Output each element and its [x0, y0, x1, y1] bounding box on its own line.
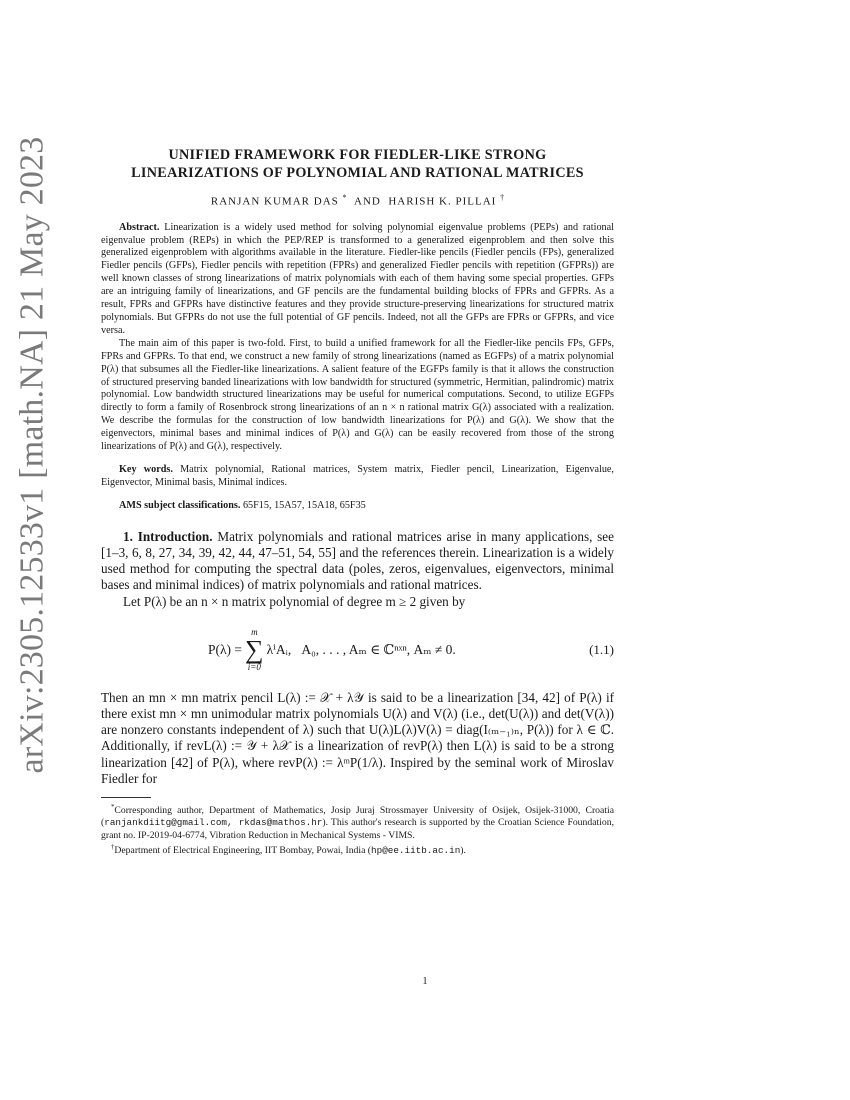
eq-coefficients: A₀, . . . , Aₘ ∈ ℂⁿˣⁿ, — [301, 641, 411, 657]
equation-number: (1.1) — [589, 641, 614, 657]
equation-1-1 — [101, 618, 614, 682]
footnote-divider — [101, 797, 151, 798]
ams-classifications — [101, 500, 614, 513]
footnote-2-mark: † — [111, 844, 115, 852]
page-number: 1 — [422, 976, 428, 987]
arxiv-id-text: arXiv:2305.12533v1 [math.NA] 21 May 2023 — [13, 136, 51, 774]
abstract — [101, 222, 614, 454]
equation-body — [208, 628, 456, 672]
author-line — [101, 193, 614, 208]
footnote-2-email[interactable]: hp@ee.iitb.ac.in — [371, 845, 461, 857]
footnote-1-text-b: ). This author's research is supported by the Croatian Science Foundation, grant no. IP-2019-04-6774, Vibration Reduction in Mechanical Systems - VIMS. — [101, 817, 614, 841]
sum-lower-limit: i=0 — [247, 661, 261, 672]
ams-label: AMS subject classifications. — [119, 499, 241, 511]
intro-paragraph-1 — [101, 529, 614, 594]
intro-text-1: Matrix polynomials and rational matrices arise in many applications, see [1–3, 6, 8, 27, 34, 39, 42, 44, 47–51, 54, 55] and the references therein. Linearization is a widely used method for computing the spectral data (poles, zeros, eigenvalues, eigenvectors, minimal bases and minimal indices) of matrix polynomials and rational matrices. — [101, 528, 615, 593]
key-words — [101, 464, 614, 490]
intro-paragraph-3: Then an mn × mn matrix pencil L(λ) := 𝒳 + λ𝒴 is said to be a linearization [34, 42] of P(λ) if there exist mn × mn unimodular matrix polynomials U(λ) and V(λ) (i.e., det(U(λ)) and det(V(λ)) are nonzero constants independent of λ) such that U(λ)L(λ)V(λ) = diag(I₍ₘ₋₁₎ₙ, P(λ)) for λ ∈ ℂ. Additionally, if revL(λ) := 𝒴 + λ𝒳 is a linearization of revP(λ) then L(λ) is said to be a strong linearization [42] of P(λ), where revP(λ) := λᵐP(1/λ). Inspired by the seminal work of Miroslav Fiedler for — [101, 689, 614, 786]
footnotes — [101, 802, 614, 858]
abstract-paragraph-1 — [101, 222, 614, 338]
title-line-1: UNIFIED FRAMEWORK FOR FIEDLER-LIKE STRONG — [168, 147, 547, 163]
intro-paragraph-2: Let P(λ) be an n × n matrix polynomial of degree m ≥ 2 given by — [123, 593, 466, 609]
arxiv-stamp — [2, 136, 62, 774]
author-2-mark: † — [500, 193, 505, 202]
summation-operator — [245, 628, 264, 672]
abstract-text-1: Linearization is a widely used method for solving polynomial eigenvalue problems (PEPs) and rational eigenvalue problem (REPs) in which the PEP/REP is transformed to a generalized eigenproblem and then solve this generalized eigenproblem with algorithms available in the literature. Fiedler-like pencils (Fiedler pencils (FPs), generalized Fiedler pencils (GFPs), Fiedler pencils with repetition (FPRs) and generalized Fiedler pencils with repetition (GFPRs)) are well known classes of strong linearizations of matrix polynomials with each of them having some special properties. GFPs are an intriguing family of linearizations, and GF pencils are the fundamental building blocks of FPRs and GFPRs. As a result, FPRs and GFPRs have distinctive features and they provide structure-preserving linearizations for structured matrix polynomials. But GFPRs do not use the full potential of GF pencils. Indeed, not all the GFPs are FPRs or GFPRs, and vice versa. — [101, 221, 615, 336]
eq-term: λⁱAᵢ, — [266, 641, 292, 657]
eq-condition: Aₘ ≠ 0. — [413, 641, 456, 657]
intro-heading: 1. Introduction. — [123, 528, 213, 544]
footnote-2 — [101, 842, 614, 858]
footnote-1-mark: * — [111, 803, 115, 811]
abstract-paragraph-2: The main aim of this paper is two-fold. First, to build a unified framework for all the Fiedler-like pencils FPs, GFPs, FPRs and GFPRs. To that end, we construct a new family of strong linearizations (named as EGFPs) of a matrix polynomial P(λ) that subsumes all the Fiedler-like linearizations. A salient feature of the EGFPs family is that it allows the construction of structured preserving banded linearizations with low bandwidth for structured (symmetric, Hermitian, palindromic) matrix polynomial. Low bandwidth structured linearizations may be useful for numerical computations. Second, to utilize EGFPs directly to form a family of Rosenbrock strong linearizations of an n × n rational matrix G(λ) associated with a realization. We describe the formulas for the construction of low bandwidth linearizations for P(λ) and G(λ). We show that the eigenvectors, minimal bases and minimal indices of P(λ) and G(λ) can be easily recovered from those of the strong linearizations of P(λ) and G(λ), respectively. — [101, 337, 614, 453]
footnote-2-text-b: ). — [460, 845, 466, 857]
author-1-mark: * — [342, 193, 347, 202]
author-2: HARISH K. PILLAI — [388, 195, 497, 208]
introduction-section — [101, 529, 614, 787]
paper-page — [101, 146, 614, 858]
sigma-symbol: ∑ — [245, 634, 264, 664]
eq-lhs: P(λ) = — [208, 641, 243, 657]
footnote-1-text-a: Corresponding author, Department of Mathematics, Josip Juraj Strossmayer University of Osijek, Osijek-31000, Croatia ( — [101, 805, 614, 829]
abstract-label: Abstract. — [119, 221, 160, 233]
author-separator: AND — [354, 195, 381, 208]
title-line-2: LINEARIZATIONS OF POLYNOMIAL AND RATIONAL MATRICES — [131, 165, 584, 181]
key-words-label: Key words. — [119, 463, 173, 475]
author-1: RANJAN KUMAR DAS — [210, 195, 339, 208]
ams-codes: 65F15, 15A57, 15A18, 65F35 — [242, 499, 366, 511]
paper-title — [101, 146, 614, 182]
footnote-2-text-a: Department of Electrical Engineering, IIT Bombay, Powai, India ( — [114, 845, 372, 857]
sum-upper-limit: m — [251, 626, 258, 637]
key-words-text: Matrix polynomial, Rational matrices, System matrix, Fiedler pencil, Linearization, Eigenvalue, Eigenvector, Minimal basis, Minimal indices. — [101, 463, 614, 488]
footnote-1-email[interactable]: ranjankdiitg@gmail.com, rkdas@mathos.hr — [104, 817, 323, 829]
footnote-1 — [101, 802, 614, 842]
